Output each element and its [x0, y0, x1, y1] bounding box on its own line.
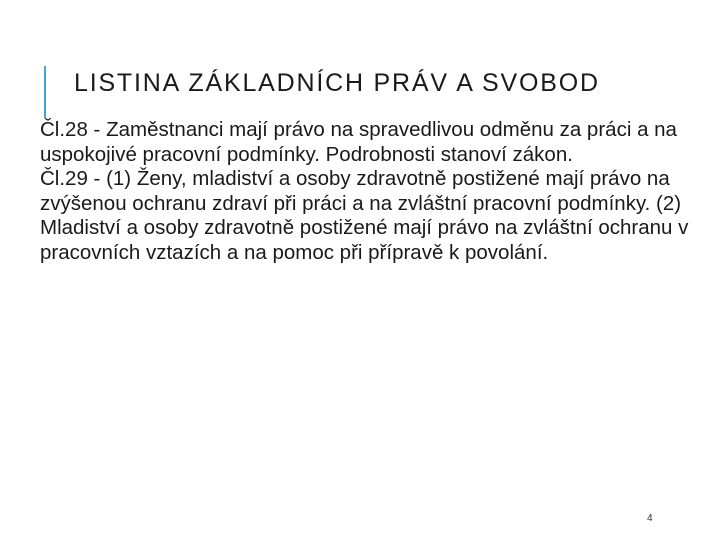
slide-body	[40, 118, 690, 265]
page-number: 4	[647, 513, 653, 524]
title-accent-bar	[44, 66, 46, 118]
paragraph-article-28: Čl.28 - Zaměstnanci mají právo na spravedlivou odměnu za práci a na uspokojivé pracovní podmínky. Podrobnosti stanoví zákon.	[40, 118, 677, 166]
paragraph-article-29: Čl.29 - (1) Ženy, mladiství a osoby zdravotně postižené mají právo na zvýšenou ochranu zdraví při práci a na zvláštní pracovní podmínky. (2) Mladiství a osoby zdravotně postižené mají právo na zvláštní ochranu v pracovních vztazích a na pomoc při přípravě k povolání.	[40, 167, 689, 264]
slide-title: LISTINA ZÁKLADNÍCH PRÁV A SVOBOD	[74, 69, 600, 97]
